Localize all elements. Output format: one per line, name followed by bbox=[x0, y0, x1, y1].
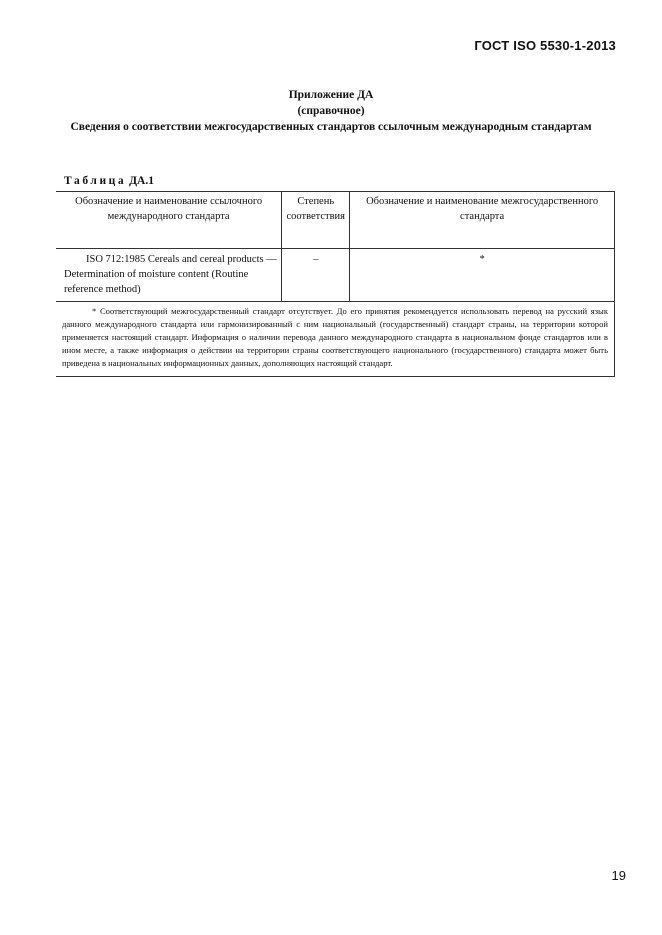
appendix-block bbox=[0, 87, 662, 135]
appendix-subtitle: (справочное) bbox=[297, 105, 365, 117]
table-footnote: * Соответствующий межгосударственный стандарт отсутствует. До его принятия рекомендуется использовать перевод на русский язык данного международного стандарта или гармонизированный с ним национальный (государственный) стандарт страны, на территории которой применяется настоящий стандарт. Информация о наличии перевода данного международного стандарта в национальном фонде стандартов или в ином месте, а также информация о действии на территории страны соответствующего национального (государственного) стандарта может быть приведена в национальных информационных данных, дополняющих настоящий стандарт. bbox=[62, 306, 608, 368]
table-header-row bbox=[56, 192, 615, 249]
cell-degree: – bbox=[282, 249, 350, 302]
table-footnote-row bbox=[56, 302, 615, 377]
correspondence-table bbox=[56, 191, 615, 377]
reference-standard-text: ISO 712:1985 Cereals and cereal products — Determination of moisture content (Routine reference method) bbox=[64, 254, 277, 295]
header-interstate-standard: Обозначение и наименование межгосударственного стандарта bbox=[350, 192, 615, 249]
header-reference-standard: Обозначение и наименование ссылочного международного стандарта bbox=[56, 192, 282, 249]
appendix-heading: Сведения о соответствии межгосударственных стандартов ссылочным международным стандартам bbox=[70, 121, 592, 133]
table-row bbox=[56, 249, 615, 302]
table-footnote-cell bbox=[56, 302, 615, 377]
table-caption-number: ДА.1 bbox=[129, 175, 154, 187]
cell-reference-standard bbox=[56, 249, 282, 302]
table-caption bbox=[64, 175, 154, 187]
header-degree: Степень соответствия bbox=[282, 192, 350, 249]
document-code: ГОСТ ISO 5530-1-2013 bbox=[474, 38, 616, 53]
page-number: 19 bbox=[611, 868, 626, 883]
cell-interstate-standard: * bbox=[350, 249, 615, 302]
table-caption-word: Таблица bbox=[64, 175, 127, 187]
appendix-title: Приложение ДА bbox=[288, 89, 374, 101]
